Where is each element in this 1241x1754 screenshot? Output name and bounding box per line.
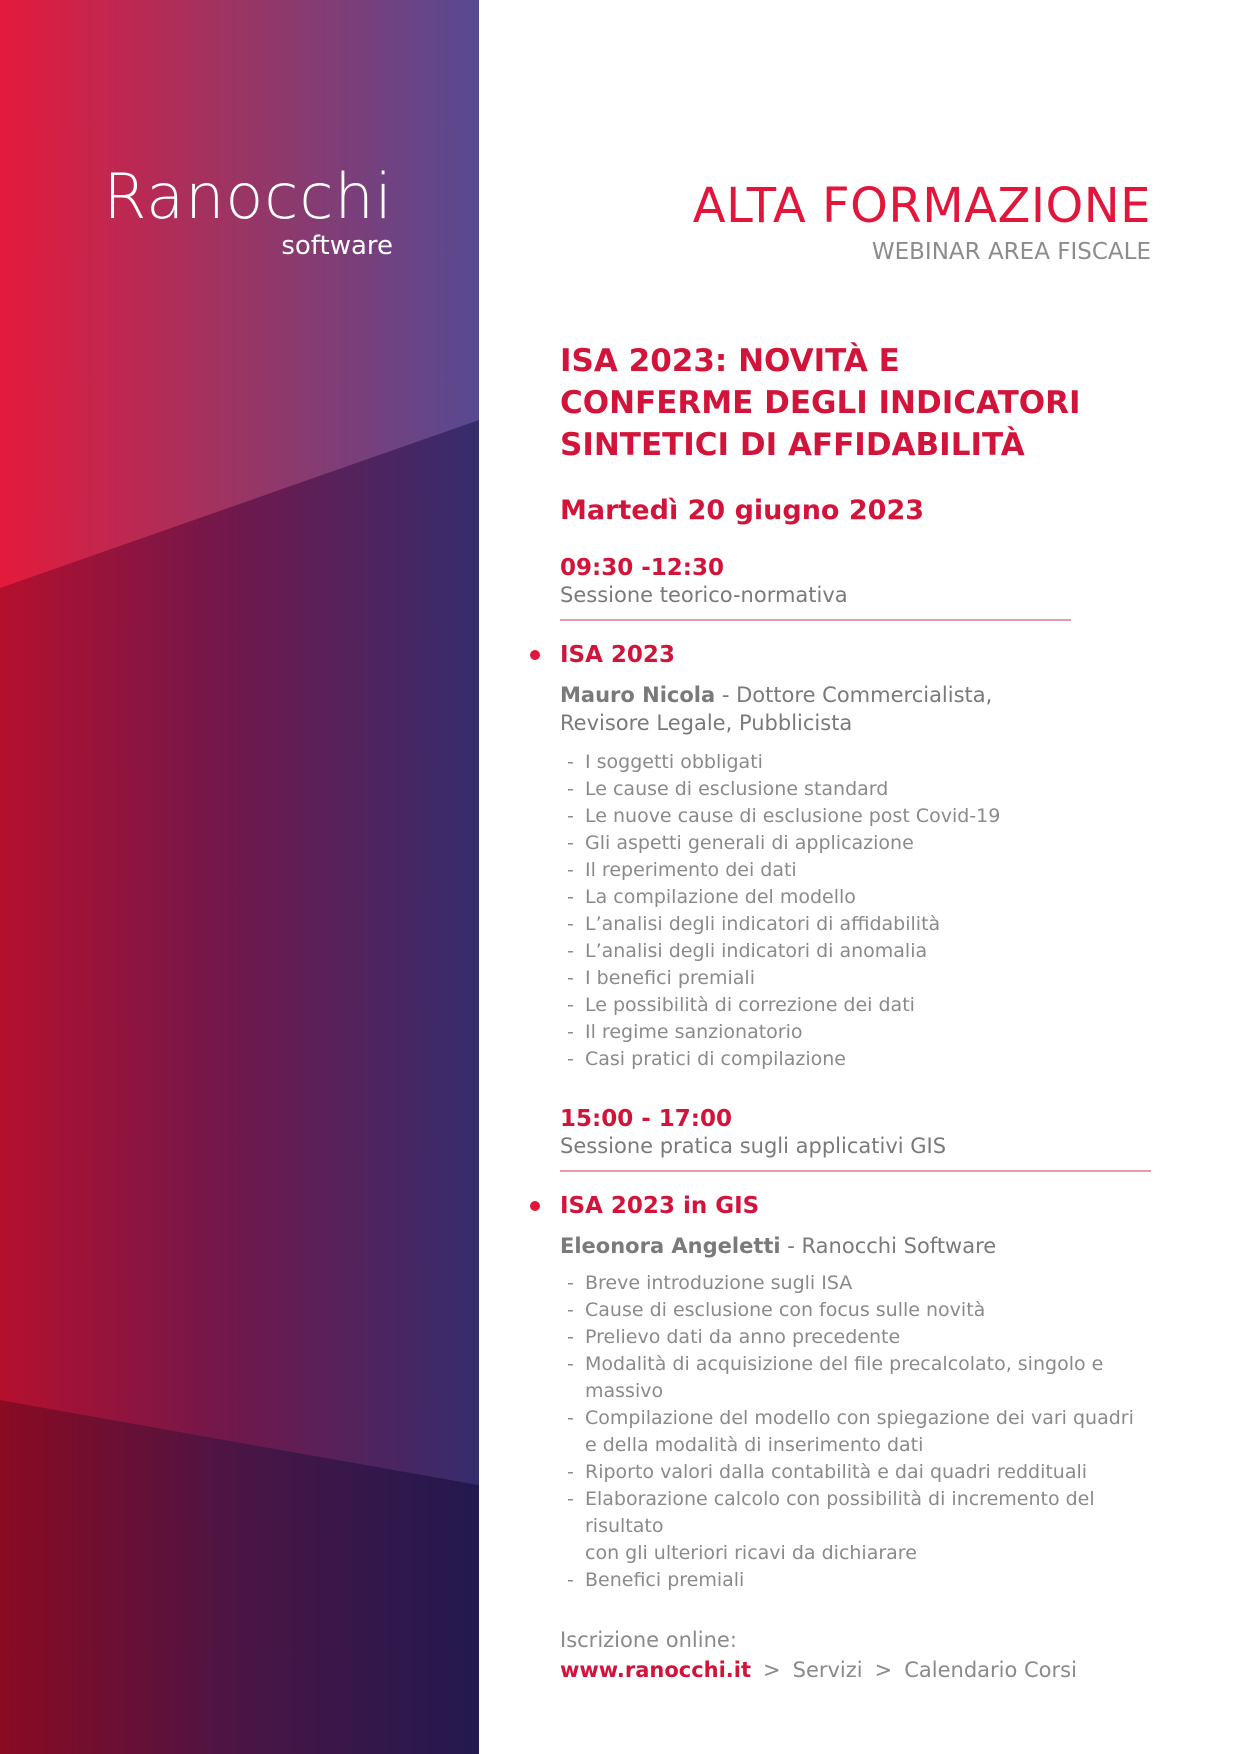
- list-item: - Gli aspetti generali di applicazione: [567, 830, 1160, 857]
- bullet-icon: [530, 650, 540, 660]
- breadcrumb-servizi[interactable]: Servizi: [792, 1658, 863, 1682]
- logo-sub-text: software: [281, 231, 393, 261]
- speaker-role: - Ranocchi Software: [780, 1234, 997, 1258]
- list-item: - Modalità di acquisizione del file precalcolato, singolo e massivo: [567, 1351, 1160, 1405]
- breadcrumb-separator: >: [874, 1658, 893, 1682]
- topic-heading: [560, 1192, 1160, 1220]
- topic-list: [560, 749, 1160, 1073]
- list-item: - Cause di esclusione con focus sulle novità: [567, 1297, 1160, 1324]
- topic-list: [560, 1270, 1160, 1594]
- list-item: - Compilazione del modello con spiegazione dei vari quadri: [567, 1405, 1160, 1432]
- speaker: [560, 1232, 1160, 1260]
- registration-label: Iscrizione online:: [560, 1628, 737, 1652]
- gradient-background: [0, 0, 479, 1754]
- bullet-icon: [530, 1201, 540, 1211]
- header: [693, 178, 1151, 266]
- list-item: - Riporto valori dalla contabilità e dai quadri reddituali: [567, 1459, 1160, 1486]
- list-item: - Prelievo dati da anno precedente: [567, 1324, 1160, 1351]
- logo-main-text: Ranocchi: [103, 160, 393, 233]
- list-item: - Il regime sanzionatorio: [567, 1019, 1160, 1046]
- list-item: - Le possibilità di correzione dei dati: [567, 992, 1160, 1019]
- speaker-role: - Dottore Commercialista,: [715, 683, 993, 707]
- list-item: - Elaborazione calcolo con possibilità di incremento del risultato: [567, 1486, 1160, 1540]
- topic-title: ISA 2023: [560, 642, 675, 668]
- list-item: - Casi pratici di compilazione: [567, 1046, 1160, 1073]
- divider: [560, 619, 1071, 621]
- website-link[interactable]: www.ranocchi.it: [560, 1658, 751, 1682]
- list-item: - Benefici premiali: [567, 1567, 1160, 1594]
- speaker-name: Eleonora Angeletti: [560, 1234, 781, 1258]
- divider: [560, 1170, 1151, 1172]
- topic-title: ISA 2023 in GIS: [560, 1193, 760, 1219]
- list-item: - I soggetti obbligati: [567, 749, 1160, 776]
- header-title: ALTA FORMAZIONE: [692, 178, 1151, 234]
- speaker-name: Mauro Nicola: [560, 683, 716, 707]
- speaker: [560, 681, 1160, 737]
- session-afternoon: [560, 1105, 1151, 1172]
- left-decorative-panel: [0, 0, 479, 1754]
- session-time: 09:30 -12:30: [560, 555, 724, 581]
- session-morning: [560, 554, 1071, 621]
- list-item-continued: e della modalità di inserimento dati: [585, 1434, 924, 1456]
- breadcrumb-calendario-corsi[interactable]: Calendario Corsi: [904, 1658, 1077, 1682]
- speaker-role-cont: Revisore Legale, Pubblicista: [560, 711, 853, 735]
- list-item: - Le cause di esclusione standard: [567, 776, 1160, 803]
- list-item: - Le nuove cause di esclusione post Covid-19: [567, 803, 1160, 830]
- event-date: Martedì 20 giugno 2023: [560, 495, 925, 526]
- ranocchi-logo: [103, 160, 393, 261]
- registration-path: [560, 1656, 1160, 1684]
- session-time: 15:00 - 17:00: [560, 1106, 732, 1132]
- list-item: - Il reperimento dei dati: [567, 857, 1160, 884]
- list-item: - I benefici premiali: [567, 965, 1160, 992]
- list-item: - La compilazione del modello: [567, 884, 1160, 911]
- session-description: Sessione teorico-normativa: [560, 583, 848, 607]
- session-description: Sessione pratica sugli applicativi GIS: [560, 1134, 947, 1158]
- list-item-continued: con gli ulteriori ricavi da dichiarare: [585, 1542, 917, 1564]
- gradient-band-middle: [0, 420, 479, 1485]
- topic-heading: [560, 641, 1160, 669]
- breadcrumb-separator: >: [763, 1658, 781, 1682]
- list-item: - L’analisi degli indicatori di anomalia: [567, 938, 1160, 965]
- list-item: - Breve introduzione sugli ISA: [567, 1270, 1160, 1297]
- header-subtitle: WEBINAR AREA FISCALE: [871, 239, 1151, 265]
- event-content: [560, 340, 1160, 1684]
- event-title: ISA 2023: NOVITÀ E CONFERME DEGLI INDICATORI SINTETICI DI AFFIDABILITÀ: [560, 343, 1081, 463]
- list-item: - L’analisi degli indicatori di affidabilità: [567, 911, 1160, 938]
- registration: [560, 1626, 1160, 1684]
